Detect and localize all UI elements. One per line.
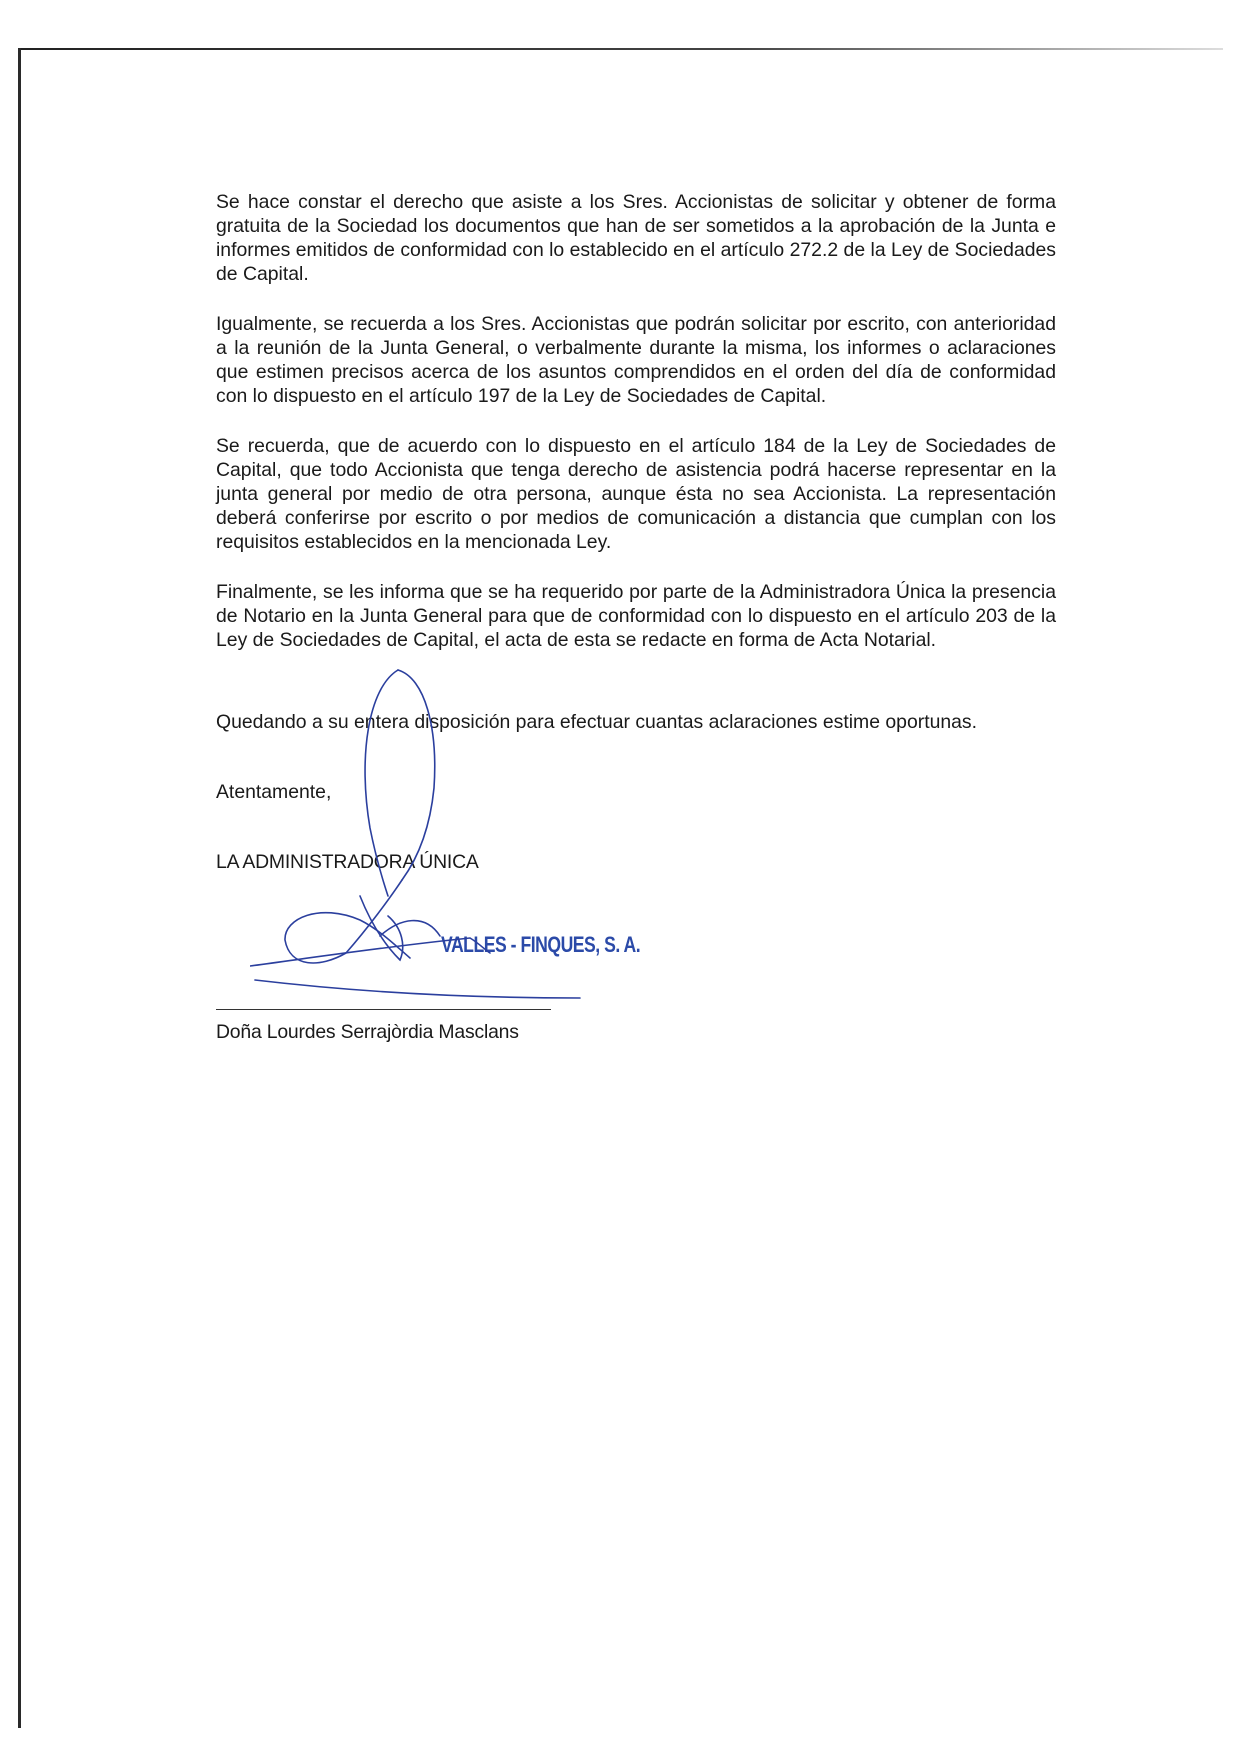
signer-name: Doña Lourdes Serrajòrdia Masclans <box>216 1021 519 1043</box>
company-stamp: VALLES - FINQUES, S. A. <box>441 932 641 957</box>
paragraph-information-right: Igualmente, se recuerda a los Sres. Accionistas que podrán solicitar por escrito, con anterioridad a la reunión de la Junta General, o verbalmente durante la misma, los informes o aclaraciones que estimen precisos acerca de los asuntos comprendidos en el orden del día de conformidad con lo dispuesto en el artículo 197 de la Ley de Sociedades de Capital. <box>216 313 1056 407</box>
salutation: Atentamente, <box>216 781 332 803</box>
paragraph-documents-right: Se hace constar el derecho que asiste a los Sres. Accionistas de solicitar y obtener de forma gratuita de la Sociedad los documentos que han de ser sometidos a la aprobación de la Junta e informes emitidos de conformidad con lo establecido en el artículo 272.2 de la Ley de Sociedades de Capital. <box>216 191 1056 285</box>
closing-line: Quedando a su entera disposición para efectuar cuantas aclaraciones estime oportunas. <box>216 711 978 733</box>
scan-edge-top <box>18 48 1223 50</box>
paragraph-notary: Finalmente, se les informa que se ha requerido por parte de la Administradora Única la presencia de Notario en la Junta General para que de conformidad con lo dispuesto en el artículo 203 de la Ley de Sociedades de Capital, el acta de esta se redacte en forma de Acta Notarial. <box>216 581 1056 651</box>
scan-edge-left <box>18 48 21 1728</box>
letter-body <box>216 190 1056 1043</box>
signature-line <box>216 1009 551 1010</box>
paragraph-representation: Se recuerda, que de acuerdo con lo dispuesto en el artículo 184 de la Ley de Sociedades de Capital, que todo Accionista que tenga derecho de asistencia podrá hacerse representar en la junta general por medio de otra persona, aunque ésta no sea Accionista. La representación deberá conferirse por escrito o por medios de comunicación a distancia que cumplan con los requisitos establecidos en la mencionada Ley. <box>216 435 1056 553</box>
signer-role: LA ADMINISTRADORA ÚNICA <box>216 851 479 873</box>
